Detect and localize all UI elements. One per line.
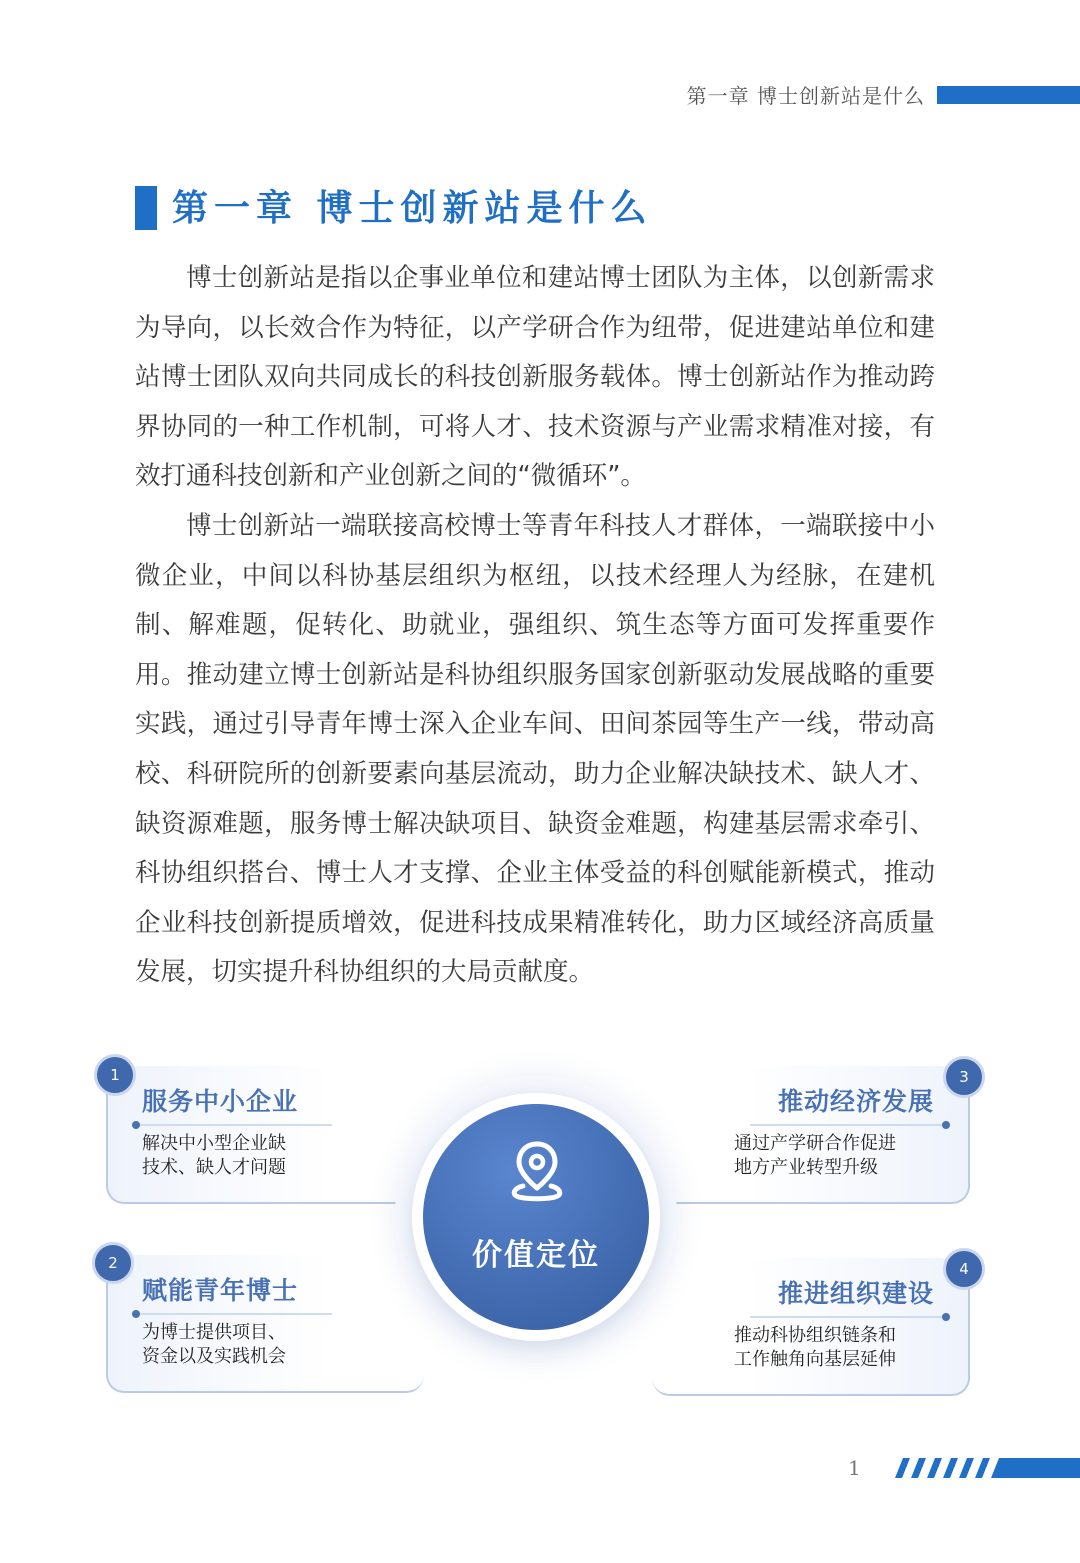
card-description: 推动科协组织链条和 工作触角向基层延伸 bbox=[734, 1325, 896, 1370]
body-text bbox=[135, 254, 935, 998]
badge-number: 1 bbox=[94, 1054, 136, 1096]
card-description: 解决中小型企业缺 技术、缺人才问题 bbox=[142, 1133, 286, 1178]
card-divider bbox=[132, 1124, 332, 1126]
footer-stripes bbox=[885, 1458, 1080, 1478]
header-accent-bar bbox=[937, 86, 1080, 104]
location-pin-icon bbox=[509, 1140, 565, 1202]
card-title: 服务中小企业 bbox=[142, 1087, 299, 1116]
card-divider bbox=[750, 1124, 950, 1126]
card-divider bbox=[750, 1316, 950, 1318]
paragraph-1: 博士创新站是指以企事业单位和建站博士团队为主体，以创新需求为导向，以长效合作为特征，以产学研合作为纽带，促进建站单位和建站博士团队双向共同成长的科技创新服务载体。博士创新站作为推动跨界协同的一种工作机制，可将人才、技术资源与产业需求精准对接，有效打通科技创新和产业创新之间的“微循环”。 bbox=[135, 263, 935, 492]
running-header: 第一章 博士创新站是什么 bbox=[686, 84, 925, 108]
page-number: 1 bbox=[848, 1456, 861, 1480]
badge-number: 4 bbox=[943, 1248, 985, 1290]
badge-number: 3 bbox=[943, 1056, 985, 1098]
card-promote-economy bbox=[652, 1066, 970, 1204]
badge-number: 2 bbox=[92, 1242, 134, 1284]
card-description: 通过产学研合作促进 地方产业转型升级 bbox=[734, 1133, 896, 1178]
chapter-marker bbox=[135, 186, 157, 230]
card-description: 为博士提供项目、 资金以及实践机会 bbox=[142, 1322, 286, 1367]
card-empower-phds bbox=[106, 1255, 424, 1393]
card-title: 推进组织建设 bbox=[777, 1279, 934, 1308]
card-organization-building bbox=[652, 1258, 970, 1396]
card-divider bbox=[132, 1313, 332, 1315]
card-serve-smes bbox=[106, 1066, 424, 1204]
center-label: 价值定位 bbox=[472, 1238, 600, 1273]
center-circle bbox=[423, 1104, 649, 1330]
paragraph-2: 博士创新站一端联接高校博士等青年科技人才群体，一端联接中小微企业，中间以科协基层组织为枢纽，以技术经理人为经脉，在建机制、解难题，促转化、助就业，强组织、筑生态等方面可发挥重要作用。推动建立博士创新站是科协组织服务国家创新驱动发展战略的重要实践，通过引导青年博士深入企业车间、田间茶园等生产一线，带动高校、科研院所的创新要素向基层流动，助力企业解决缺技术、缺人才、缺资源难题，服务博士解决缺项目、缺资金难题，构建基层需求牵引、科协组织搭台、博士人才支撑、企业主体受益的科创赋能新模式，推动企业科技创新提质增效，促进科技成果精准转化，助力区域经济高质量发展，切实提升科协组织的大局贡献度。 bbox=[135, 510, 935, 988]
chapter-title: 第一章 博士创新站是什么 bbox=[172, 187, 653, 229]
card-title: 赋能青年博士 bbox=[142, 1276, 299, 1305]
card-title: 推动经济发展 bbox=[777, 1087, 934, 1116]
